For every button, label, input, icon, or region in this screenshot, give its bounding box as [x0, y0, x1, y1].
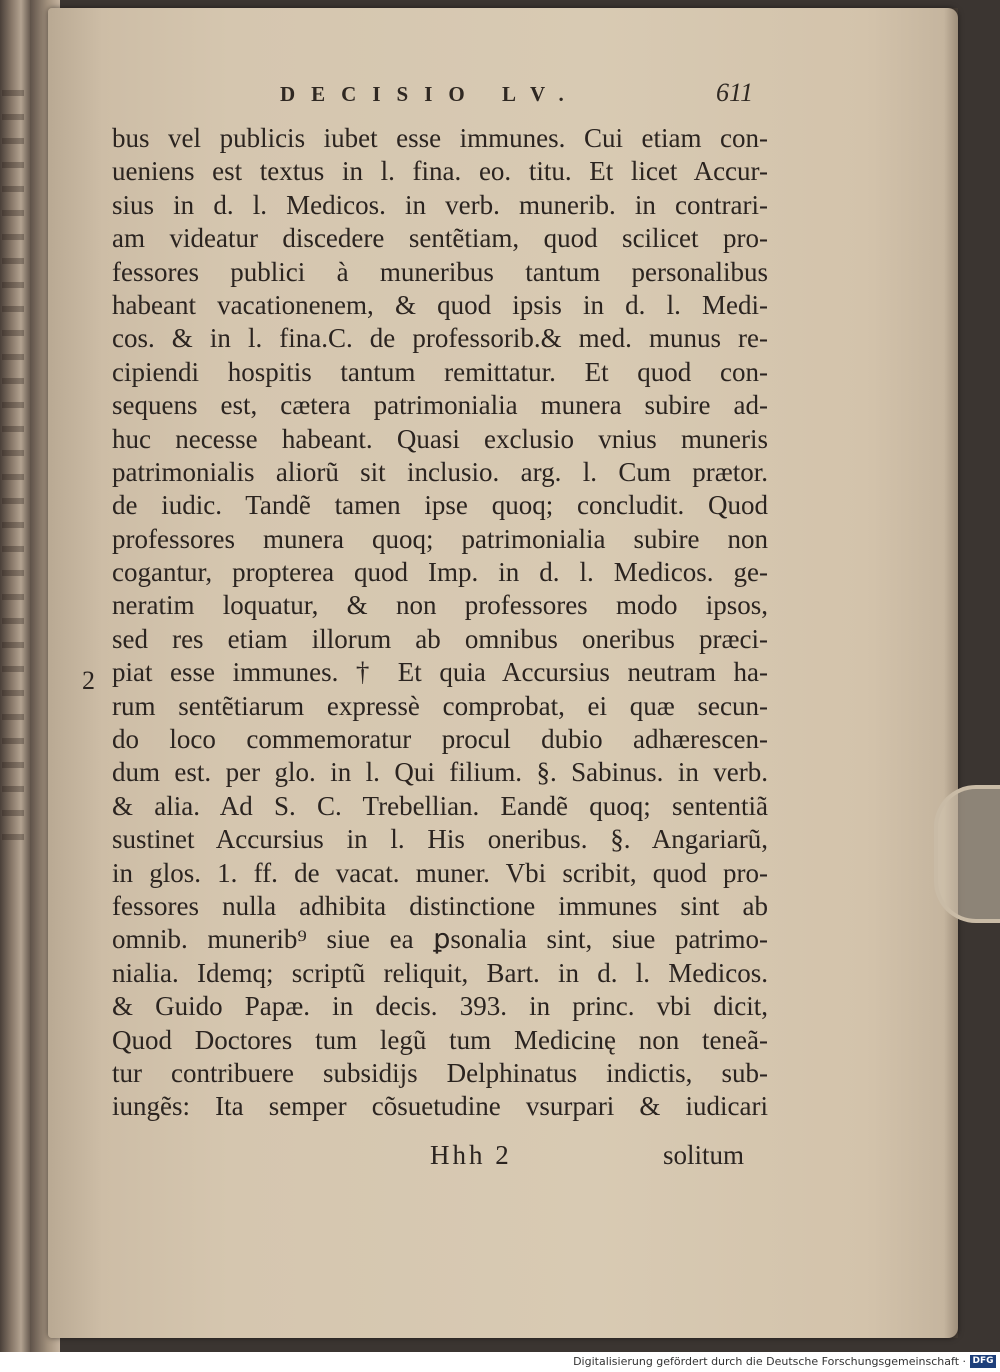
text-line: rum sentẽtiarum expressè comprobat, ei quæ secun-: [112, 690, 768, 721]
text-line: dum est. per glo. in l. Qui filium. §. Sabinus. in verb.: [112, 757, 768, 788]
text-line: de iudic. Tandẽ tamen ipse quoq; concludit. Quod: [112, 490, 768, 521]
text-line: piat esse immunes. † Et quia Accursius neutram ha-: [112, 657, 768, 688]
text-line: patrimonialis aliorũ sit inclusio. arg. l. Cum prætor.: [112, 456, 768, 487]
text-line: huc necesse habeant. Quasi exclusio vnius muneris: [112, 423, 768, 454]
text-line: Quod Doctores tum legũ tum Medicinę non teneã-: [112, 1024, 768, 1055]
page-number: 611: [716, 78, 754, 107]
footer-bar: [0, 1352, 1000, 1372]
text-line: & Guido Papæ. in decis. 393. in princ. vbi dicit,: [112, 991, 768, 1022]
text-line: fessores nulla adhibita distinctione immunes sint ab: [112, 890, 768, 921]
body-text: [112, 122, 768, 1124]
page-clip: [934, 785, 1000, 923]
text-line: am videatur discedere sentẽtiam, quod scilicet pro-: [112, 223, 768, 254]
signature-mark: Hhh 2: [430, 1140, 512, 1170]
facing-page-text-fragment: [2, 90, 24, 850]
text-line: habeant vacationenem, & quod ipsis in d. l. Medi-: [112, 289, 768, 320]
text-line: iungẽs: Ita semper cõsuetudine vsurpari & iudicari: [112, 1091, 768, 1122]
text-line: cos. & in l. fina.C. de professorib.& med. munus re-: [112, 323, 768, 354]
dfg-logo-icon: DFG: [970, 1355, 996, 1368]
running-head: DECISIO LV.: [280, 82, 580, 106]
text-line: sed res etiam illorum ab omnibus oneribus præci-: [112, 623, 768, 654]
text-line: sequens est, cætera patrimonialia munera subire ad-: [112, 390, 768, 421]
text-line: in glos. 1. ff. de vacat. muner. Vbi scribit, quod pro-: [112, 857, 768, 888]
text-line: sustinet Accursius in l. His oneribus. §. Angariarũ,: [112, 824, 768, 855]
text-line: tur contribuere subsidijs Delphinatus indictis, sub-: [112, 1057, 768, 1088]
margin-note: 2: [82, 666, 95, 695]
text-line: nialia. Idemq; scriptũ reliquit, Bart. in d. l. Medicos.: [112, 957, 768, 988]
text-line: sius in d. l. Medicos. in verb. munerib. in contrari-: [112, 189, 768, 220]
text-line: omnib. munerib⁹ siue ea ꝑsonalia sint, siue patrimo-: [112, 924, 768, 955]
text-line: cipiendi hospitis tantum remittatur. Et quod con-: [112, 356, 768, 387]
text-line: ueniens est textus in l. fina. eo. titu. Et licet Accur-: [112, 156, 768, 187]
text-line: & alia. Ad S. C. Trebellian. Eandẽ quoq; sententiã: [112, 790, 768, 821]
text-line: fessores publici à muneribus tantum personalibus: [112, 256, 768, 287]
text-line: neratim loquatur, & non professores modo ipsos,: [112, 590, 768, 621]
facing-page-edge: [0, 0, 30, 1352]
text-line: professores munera quoq; patrimonialia subire non: [112, 523, 768, 554]
text-line: do loco commemoratur procul dubio adhærescen-: [112, 724, 768, 755]
text-line: bus vel publicis iubet esse immunes. Cui etiam con-: [112, 123, 768, 153]
page-edge-shadow: [944, 8, 958, 1338]
funding-credit: Digitalisierung gefördert durch die Deutsche Forschungsgemeinschaft ·: [573, 1355, 966, 1368]
catchword: solitum: [663, 1140, 745, 1170]
text-line: cogantur, propterea quod Imp. in d. l. Medicos. ge-: [112, 557, 768, 588]
